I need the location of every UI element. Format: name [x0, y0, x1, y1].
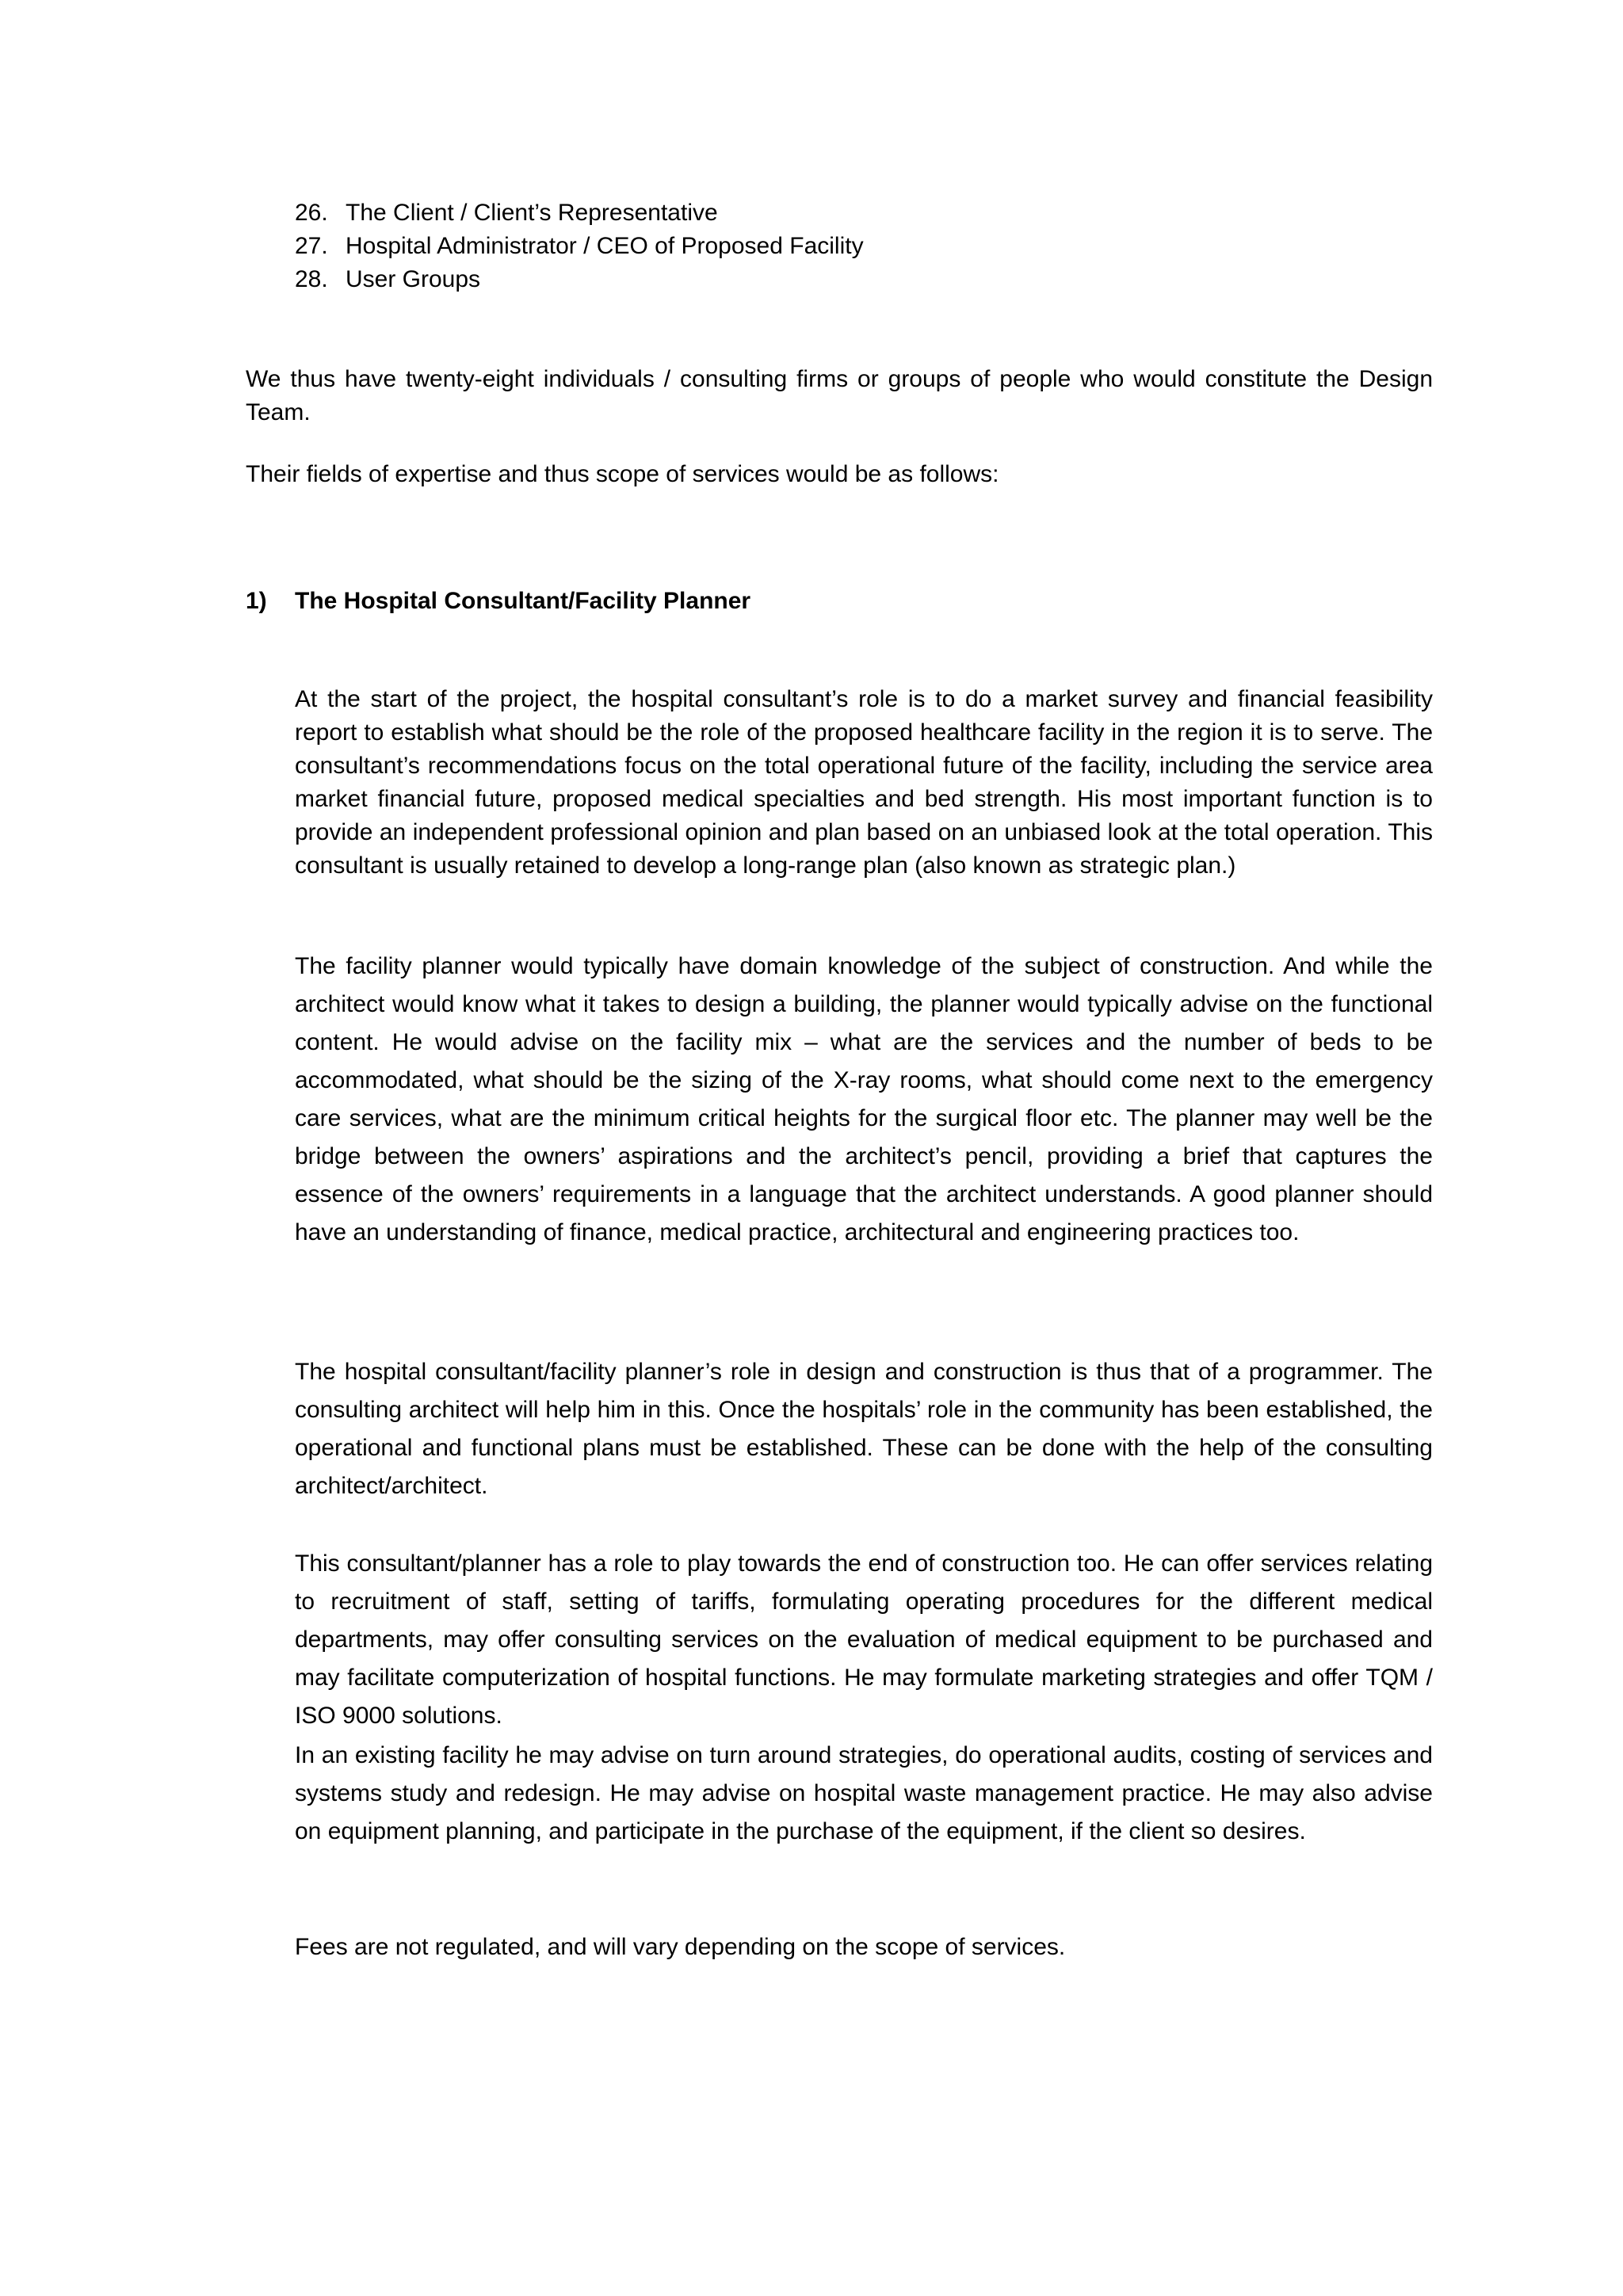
list-item-text: The Client / Client’s Representative — [346, 200, 718, 226]
scope-intro-paragraph: Their fields of expertise and thus scope of services would be as follows: — [246, 461, 999, 487]
list-item-text: Hospital Administrator / CEO of Proposed Facility — [346, 233, 864, 259]
list-item-number: 27. — [295, 233, 328, 259]
section-paragraph: This consultant/planner has a role to play towards the end of construction too. He can offer services relating to recruitment of staff, setting of tariffs, formulating operating procedures for the different medical departments, may offer consulting services on the evaluation of medical equipment to be purchased and may facilitate computerization of hospital functions. He may formulate marketing strategies and offer TQM / ISO 9000 solutions. — [295, 1550, 1433, 1729]
list-item — [295, 263, 864, 296]
section-paragraph: Fees are not regulated, and will vary depending on the scope of services. — [295, 1934, 1066, 1960]
list-item — [295, 196, 864, 230]
list-item — [295, 230, 864, 263]
section-heading — [246, 585, 750, 618]
list-item-number: 28. — [295, 266, 328, 292]
section-title: The Hospital Consultant/Facility Planner — [295, 588, 751, 614]
section-paragraph: In an existing facility he may advise on turn around strategies, do operational audits, costing of services and systems study and redesign. He may advise on hospital waste management practice. He may also advise on equipment planning, and participate in the purchase of the equipment, if the client so desires. — [295, 1742, 1433, 1844]
team-member-list — [295, 196, 864, 296]
intro-paragraph: We thus have twenty-eight individuals / consulting firms or groups of people who would constitute the Design Team. — [246, 366, 1433, 425]
section-number: 1) — [246, 588, 267, 614]
list-item-text: User Groups — [346, 266, 481, 292]
list-item-number: 26. — [295, 200, 328, 226]
section-paragraph: At the start of the project, the hospital consultant’s role is to do a market survey and financial feasibility report to establish what should be the role of the proposed healthcare facility in the region it is to serve. The consultant’s recommendations focus on the total operational future of the facility, including the service area market financial future, proposed medical specialties and bed strength. His most important function is to provide an independent professional opinion and plan based on an unbiased look at the total operation. This consultant is usually retained to develop a long-range plan (also known as strategic plan.) — [295, 686, 1433, 879]
section-paragraph: The hospital consultant/facility planner’s role in design and construction is thus that of a programmer. The consulting architect will help him in this. Once the hospitals’ role in the community has been established, the operational and functional plans must be established. These can be done with the help of the consulting architect/architect. — [295, 1359, 1433, 1499]
section-paragraph: The facility planner would typically have domain knowledge of the subject of construction. And while the architect would know what it takes to design a building, the planner would typically advise on the functional content. He would advise on the facility mix – what are the services and the number of beds to be accommodated, what should be the sizing of the X-ray rooms, what should come next to the emergency care services, what are the minimum critical heights for the surgical floor etc. The planner may well be the bridge between the owners’ aspirations and the architect’s pencil, providing a brief that captures the essence of the owners’ requirements in a language that the architect understands. A good planner should have an understanding of finance, medical practice, architectural and engineering practices too. — [295, 953, 1433, 1245]
